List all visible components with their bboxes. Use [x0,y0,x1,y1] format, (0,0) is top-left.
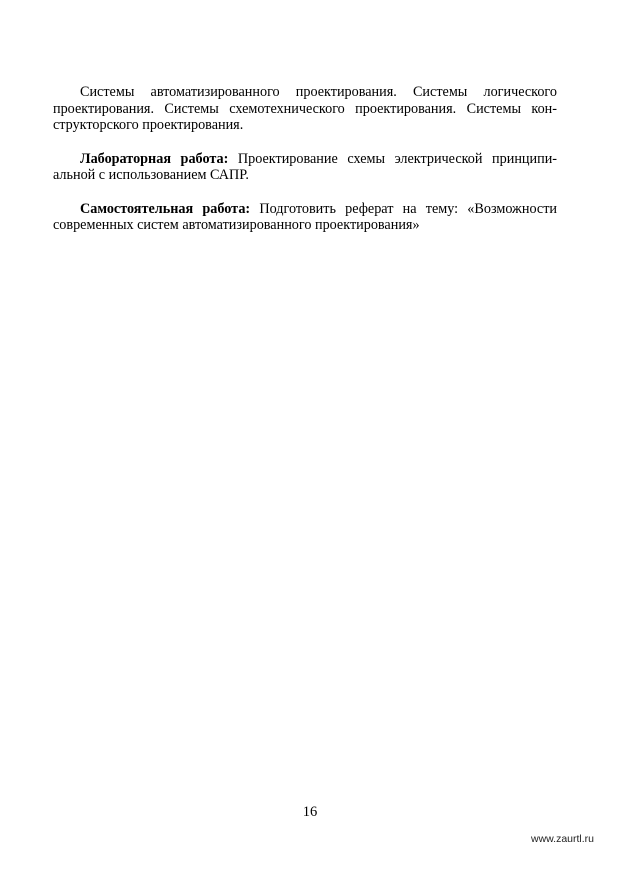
paragraph-lab-work [53,151,557,184]
lab-work-text: Проектирование схемы электрической принципи-альной с использованием САПР. [53,150,558,183]
paragraph-self-study [53,201,557,234]
self-study-label: Самостоятельная работа: [80,200,251,217]
page-content [53,84,557,251]
lab-work-label: Лабораторная работа: [80,150,229,167]
page-number: 16 [302,804,318,820]
paragraph-text: Системы автоматизированного проектирования. Системы логического проектирования. Системы схемотехнического проектирования. Системы кон-структорского проектирования. [53,84,557,133]
site-watermark: www.zaurtl.ru [530,833,594,845]
paragraph-cad-systems [53,84,557,134]
self-study-text: Подготовить реферат на тему: «Возможности современных систем автоматизированного проектирования» [53,200,557,233]
